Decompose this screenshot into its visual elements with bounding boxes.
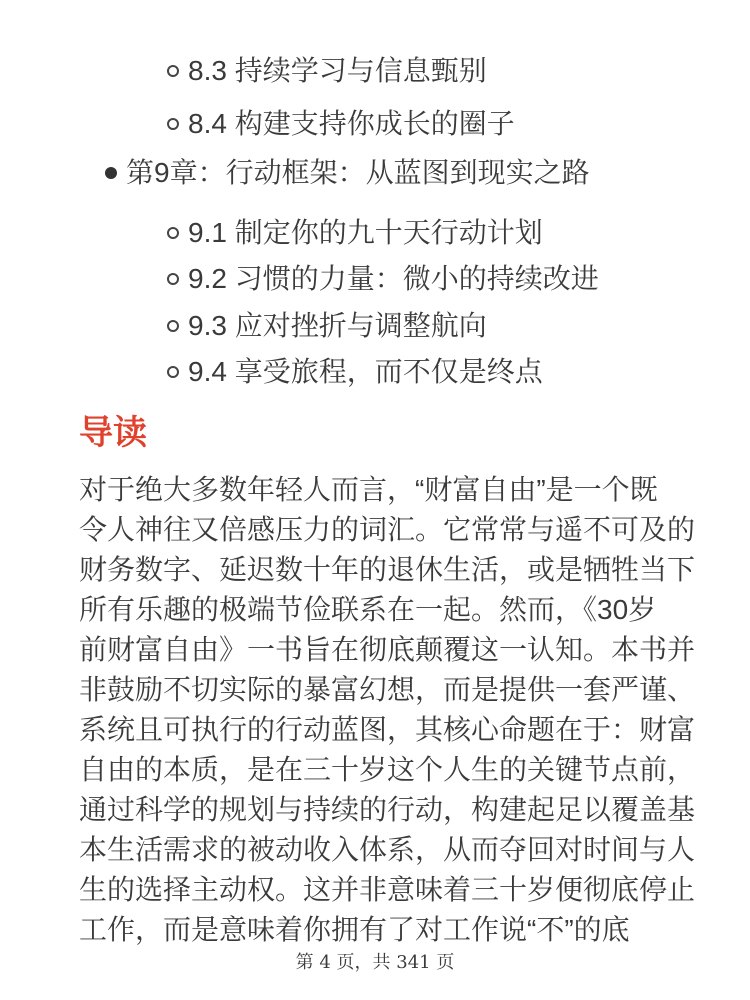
intro-paragraph xyxy=(79,470,696,950)
paragraph-line: 非鼓励不切实际的暴富幻想，而是提供一套严谨、 xyxy=(79,674,696,705)
circle-bullet-icon xyxy=(167,227,179,239)
paragraph-line: 所有乐趣的极端节俭联系在一起。然而，《30岁 xyxy=(79,594,657,625)
paragraph-line: 前财富自由》一书旨在彻底颠覆这一认知。本书并 xyxy=(79,634,696,665)
toc-item-label: 第9章：行动框架：从蓝图到现实之路 xyxy=(126,157,590,188)
paragraph-line: 令人神往又倍感压力的词汇。它常常与遥不可及的 xyxy=(79,514,696,545)
paragraph-line: 自由的本质，是在三十岁这个人生的关键节点前， xyxy=(79,754,696,785)
toc-subitem xyxy=(167,354,750,390)
paragraph-line: 本生活需求的被动收入体系，从而夺回对时间与人 xyxy=(79,834,696,865)
toc-subitem xyxy=(167,215,750,251)
toc-item xyxy=(105,155,750,191)
circle-bullet-icon xyxy=(167,320,179,332)
toc-subitem xyxy=(167,53,750,89)
toc-item-label: 9.2 习惯的力量：微小的持续改进 xyxy=(188,263,599,294)
page-number: 第 4 页，共 341 页 xyxy=(295,952,455,973)
toc-item-label: 9.3 应对挫折与调整航向 xyxy=(188,310,487,341)
circle-bullet-icon xyxy=(167,118,179,130)
circle-bullet-icon xyxy=(167,366,179,378)
disc-bullet-icon xyxy=(105,167,117,179)
toc-item-label: 8.4 构建支持你成长的圈子 xyxy=(188,108,515,139)
circle-bullet-icon xyxy=(167,65,179,77)
section-heading: 导读 xyxy=(79,414,147,452)
toc-item-label: 8.3 持续学习与信息甄别 xyxy=(188,55,487,86)
paragraph-line: 通过科学的规划与持续的行动，构建起足以覆盖基 xyxy=(79,794,696,825)
paragraph-line: 系统且可执行的行动蓝图，其核心命题在于：财富 xyxy=(79,714,696,745)
toc-item-label: 9.1 制定你的九十天行动计划 xyxy=(188,217,543,248)
table-of-contents xyxy=(0,0,750,390)
paragraph-line: 生的选择主动权。这并非意味着三十岁便彻底停止 xyxy=(79,874,696,905)
toc-subitem xyxy=(167,308,750,344)
circle-bullet-icon xyxy=(167,273,179,285)
toc-item-label: 9.4 享受旅程，而不仅是终点 xyxy=(188,356,543,387)
toc-subitem xyxy=(167,261,750,297)
paragraph-line: 财务数字、延迟数十年的退休生活，或是牺牲当下 xyxy=(79,554,696,585)
paragraph-line: 对于绝大多数年轻人而言，“财富自由”是一个既 xyxy=(79,474,658,505)
toc-subitem xyxy=(167,106,750,142)
paragraph-line: 工作，而是意味着你拥有了对工作说“不”的底 xyxy=(79,914,630,945)
